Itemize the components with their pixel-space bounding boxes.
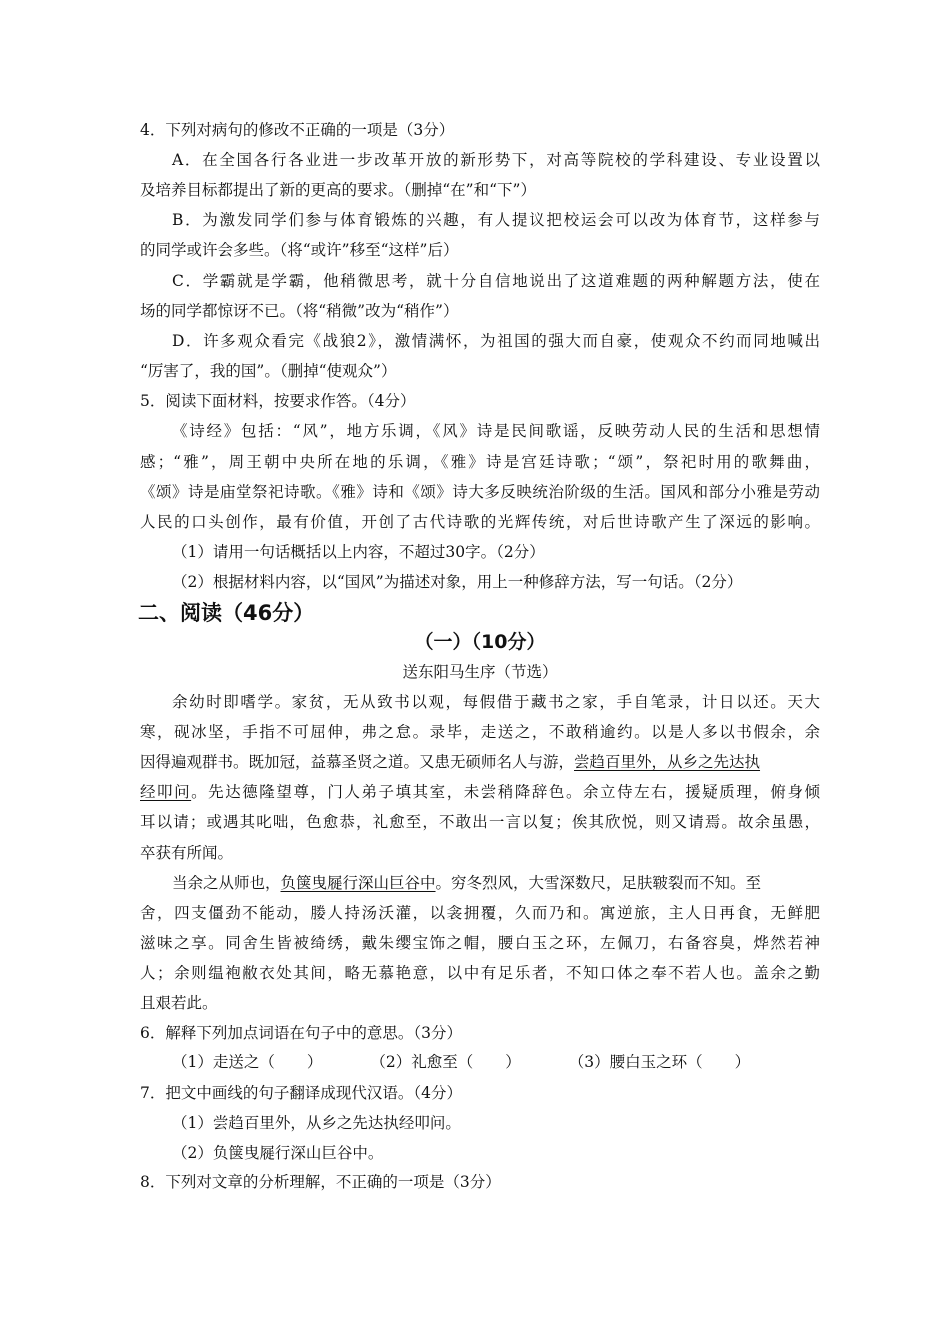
passage-p1-line2: 寒，砚冰坚，手指不可屈伸，弗之怠。录毕，走送之，不敢稍逾约。以是人多以书假余，余 xyxy=(140,723,820,741)
q6-stem: 6．解释下列加点词语在句子中的意思。（3分） xyxy=(140,1024,462,1042)
q4-option-d-line1: D．许多观众看完《战狼2》，激情满怀，为祖国的强大而自豪，使观众不约而同地喊出 xyxy=(172,332,820,350)
q4-option-d-line2: “厉害了，我的国”。（删掉“使观众”） xyxy=(140,362,397,380)
q4-option-b-line2: 的同学或许会多些。（将“或许”移至“这样”后） xyxy=(140,241,459,259)
passage-p2-line2: 舍，四支僵劲不能动，媵人持汤沃灌，以衾拥覆，久而乃和。寓逆旅，主人日再食，无鲜肥 xyxy=(140,904,820,922)
q5-material-line4: 人民的口头创作，最有价值，开创了古代诗歌的光辉传统，对后世诗歌产生了深远的影响。 xyxy=(140,513,820,531)
q5-sub2: （2）根据材料内容，以“国风”为描述对象，用上一种修辞方法，写一句话。（2分） xyxy=(172,573,743,591)
passage-p1-line5: 耳以请；或遇其叱咄，色愈恭，礼愈至，不敢出一言以复；俟其欣悦，则又请焉。故余虽愚， xyxy=(140,813,820,831)
underlined-sentence-2: 负箧曳屣行深山巨谷中 xyxy=(280,874,436,892)
q7-item-2: （2）负箧曳屣行深山巨谷中。 xyxy=(172,1144,384,1162)
passage-p1-line1: 余幼时即嗜学。家贫，无从致书以观，每假借于藏书之家，手自笔录，计日以还。天大 xyxy=(172,693,820,711)
q7-stem: 7．把文中画线的句子翻译成现代汉语。（4分） xyxy=(140,1084,462,1102)
q6-item-3-close: ） xyxy=(734,1053,751,1071)
passage-p2-line3: 滋味之享。同舍生皆被绮绣，戴朱缨宝饰之帽，腰白玉之环，左佩刀，右备容臭，烨然若神 xyxy=(140,934,820,952)
q8-stem: 8．下列对文章的分析理解，不正确的一项是（3分） xyxy=(140,1173,501,1191)
passage-text: 。穷冬烈风，大雪深数尺，足肤皲裂而不知。至 xyxy=(435,874,762,892)
q4-stem: 4．下列对病句的修改不正确的一项是（3分） xyxy=(140,121,455,139)
passage-p2-line5: 且艰若此。 xyxy=(140,994,218,1012)
underlined-sentence-1a: 尝趋百里外，从乡之先达执 xyxy=(574,753,761,771)
section2-title: 二、阅读（46分） xyxy=(138,601,315,625)
section2-part1-title: （一）（10分） xyxy=(414,631,546,653)
passage-p1-line3 xyxy=(140,752,820,772)
q5-material-line1: 《诗经》包括：“风”，地方乐调，《风》诗是民间歌谣，反映劳动人民的生活和思想情 xyxy=(172,422,820,440)
q5-material-line3: 《颂》诗是庙堂祭祀诗歌。《雅》诗和《颂》诗大多反映统治阶级的生活。国风和部分小雅是劳动 xyxy=(140,483,820,501)
q7-item-1: （1）尝趋百里外，从乡之先达执经叩问。 xyxy=(172,1114,461,1132)
q6-item-3: （3）腰白玉之环（ xyxy=(568,1053,703,1071)
passage-text: 当余之从师也， xyxy=(172,874,281,892)
underlined-sentence-1b: 经叩问 xyxy=(140,783,192,801)
q6-item-2: （2）礼愈至（ xyxy=(370,1053,474,1071)
q6-item-1-close: ） xyxy=(306,1053,323,1071)
passage-p1-line6: 卒获有所闻。 xyxy=(140,844,234,862)
q5-sub1: （1）请用一句话概括以上内容，不超过30字。（2分） xyxy=(172,543,545,561)
q6-items xyxy=(172,1052,820,1072)
passage-p2-line4: 人；余则缊袍敝衣处其间，略无慕艳意，以中有足乐者，不知口体之奉不若人也。盖余之勤 xyxy=(140,964,820,982)
passage-title: 送东阳马生序（节选） xyxy=(402,663,558,681)
q5-material-line2: 感；“雅”，周王朝中央所在地的乐调，《雅》诗是宫廷诗歌；“颂”，祭祀时用的歌舞曲， xyxy=(140,453,820,471)
q5-stem: 5．阅读下面材料，按要求作答。（4分） xyxy=(140,392,416,410)
q4-option-a-line1: A．在全国各行各业进一步改革开放的新形势下，对高等院校的学科建设、专业设置以 xyxy=(172,151,820,169)
q4-option-a-line2: 及培养目标都提出了新的更高的要求。（删掉“在”和“下”） xyxy=(140,181,536,199)
q6-item-1: （1）走送之（ xyxy=(172,1053,275,1071)
passage-text: 。先达德隆望尊，门人弟子填其室，未尝稍降辞色。余立侍左右，援疑质理，俯身倾 xyxy=(191,783,820,801)
q4-option-c-line2: 场的同学都惊讶不已。（将“稍微”改为“稍作”） xyxy=(140,302,459,320)
passage-text: 因得遍观群书。既加冠，益慕圣贤之道。又患无硕师名人与游， xyxy=(140,753,575,771)
q4-option-c-line1: C．学霸就是学霸，他稍微思考，就十分自信地说出了这道难题的两种解题方法，使在 xyxy=(172,272,820,290)
q6-item-2-close: ） xyxy=(505,1053,521,1071)
q4-option-b-line1: B．为激发同学们参与体育锻炼的兴趣，有人提议把校运会可以改为体育节，这样参与 xyxy=(172,211,820,229)
passage-p2-line1 xyxy=(172,873,820,893)
passage-p1-line4 xyxy=(140,782,820,802)
